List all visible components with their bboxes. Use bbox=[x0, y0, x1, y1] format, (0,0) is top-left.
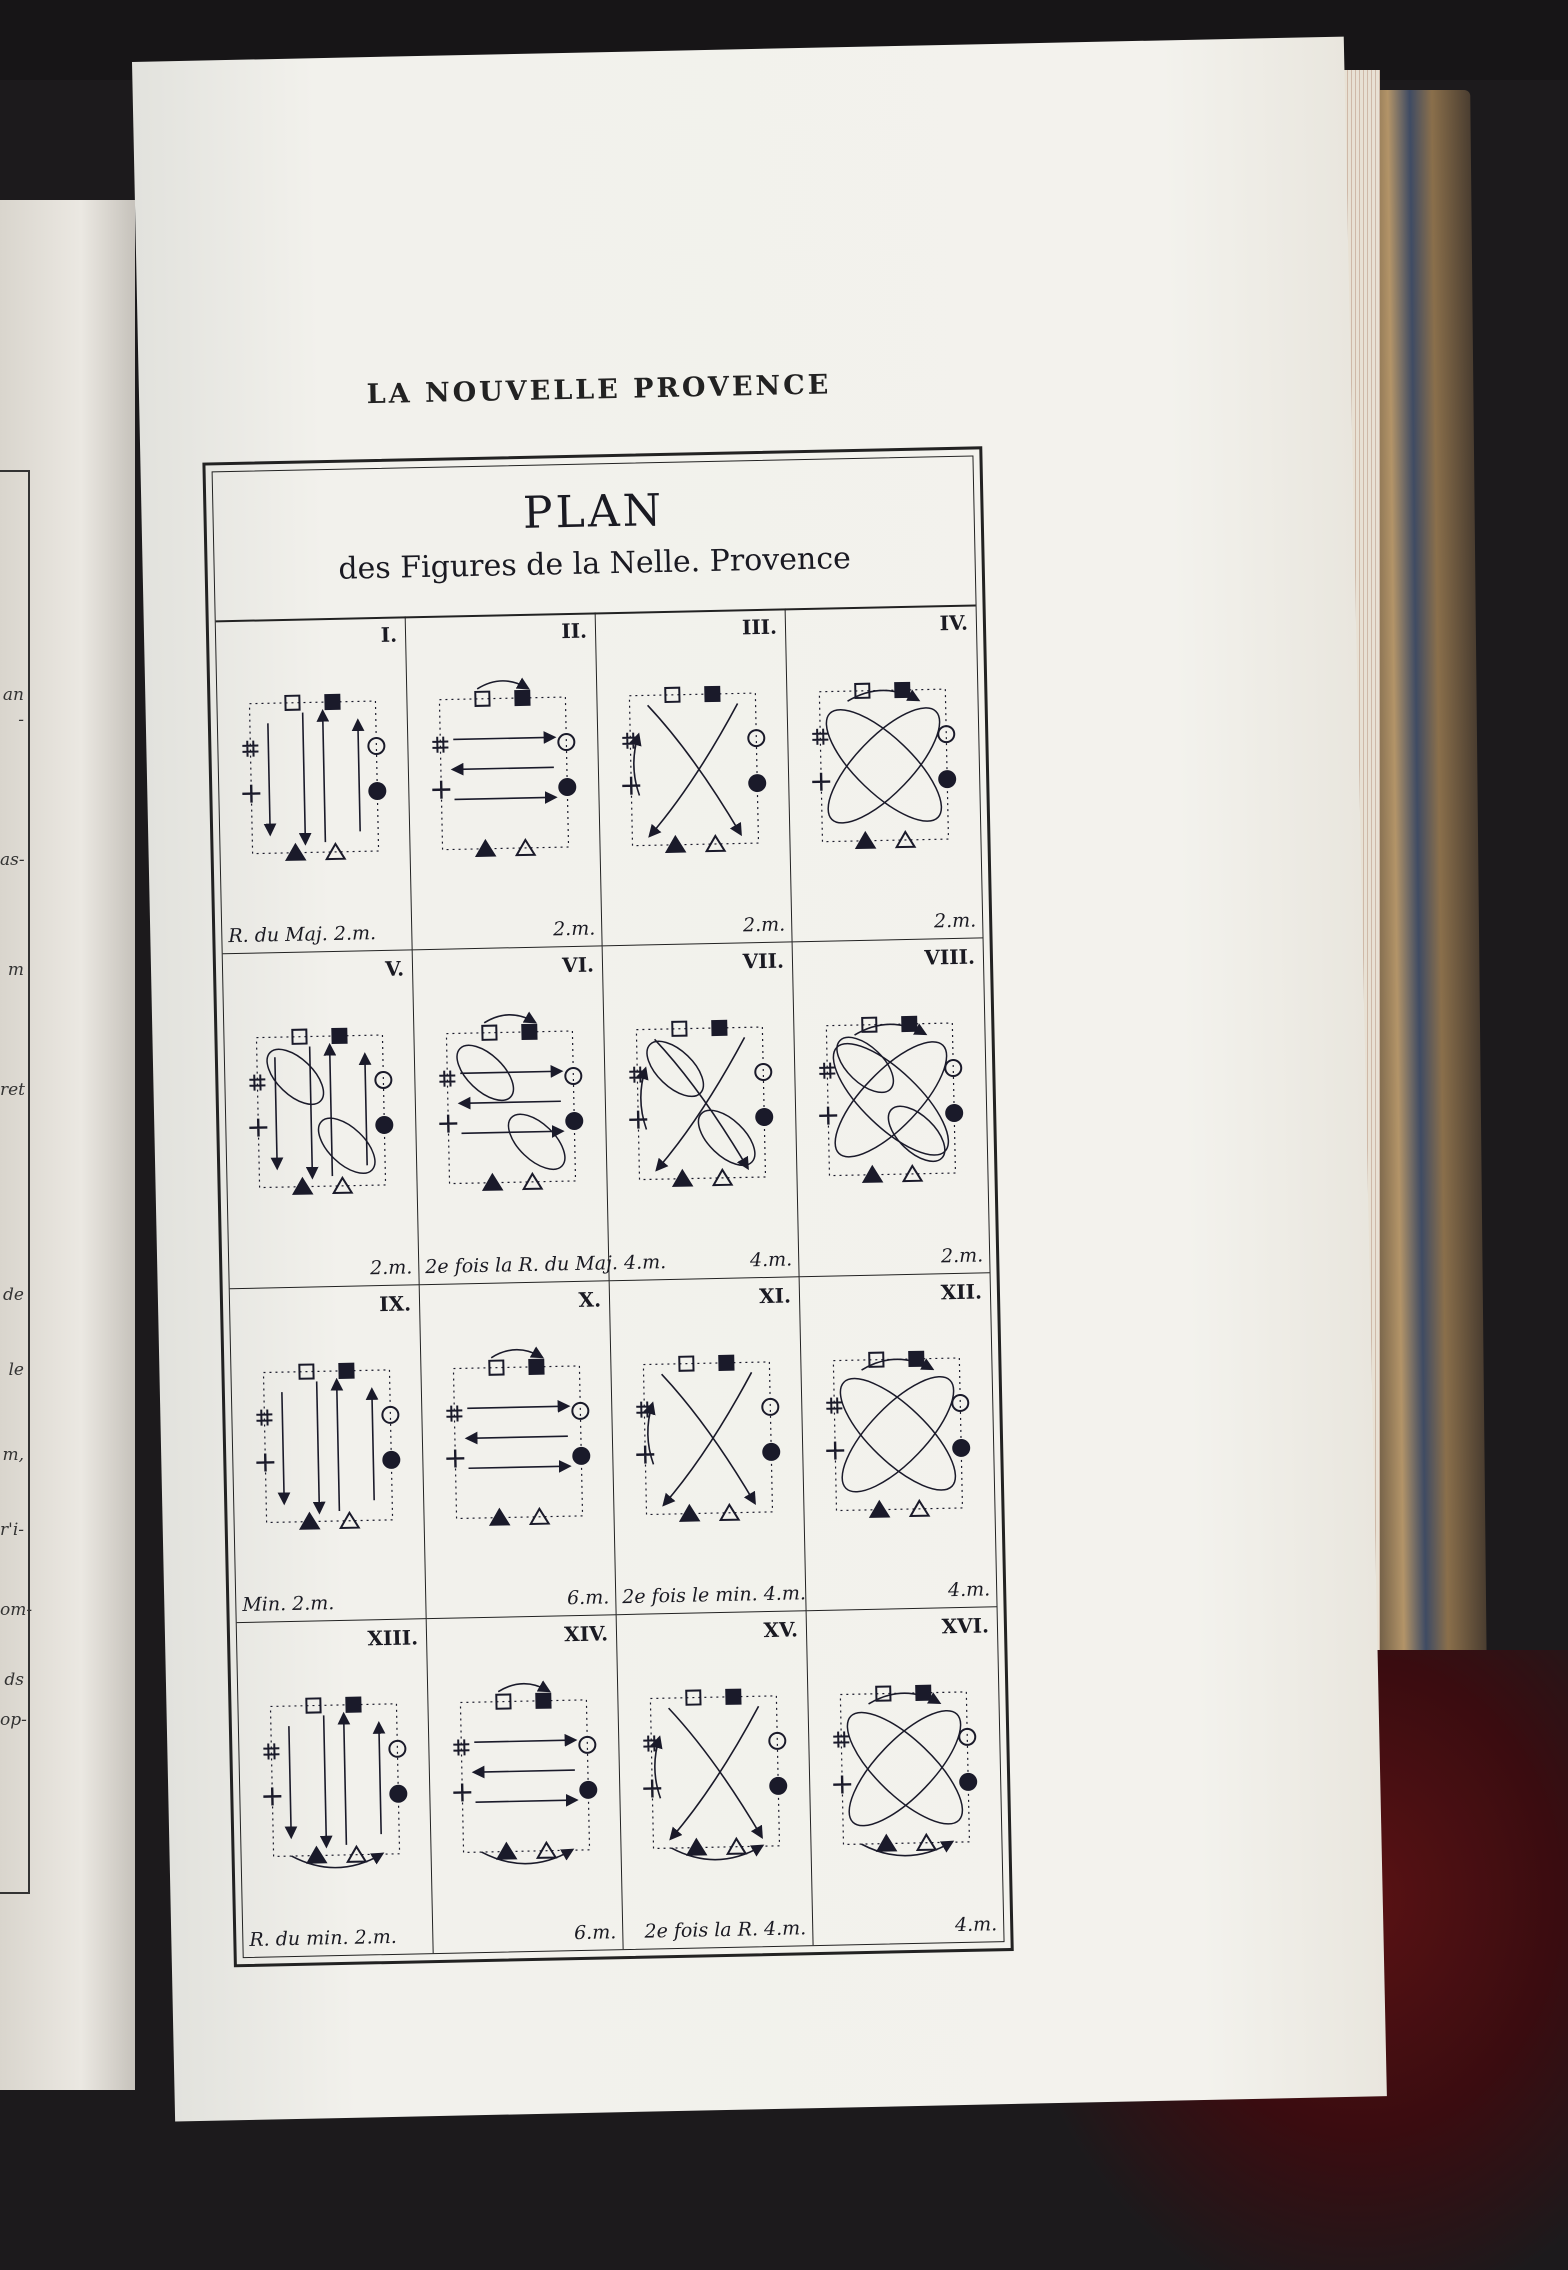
dance-figure-diagram bbox=[613, 977, 788, 1221]
figure-numeral: VIII. bbox=[924, 944, 976, 970]
figure-caption: 4.m. bbox=[749, 1247, 793, 1271]
figure-caption: 2.m. bbox=[940, 1243, 984, 1267]
left-page-fragment: ds bbox=[4, 1670, 24, 1690]
figure-caption: 2.m. bbox=[552, 917, 596, 941]
figure-caption: 2e fois le min. 4.m. bbox=[622, 1581, 807, 1608]
figure-cell bbox=[596, 608, 793, 946]
figure-cell bbox=[420, 1281, 617, 1619]
figure-cell bbox=[413, 947, 667, 1285]
figure-caption: Min. 2.m. bbox=[242, 1591, 335, 1616]
dance-figure-diagram bbox=[423, 981, 598, 1225]
left-page-fragment: ret bbox=[0, 1080, 26, 1100]
figure-cell bbox=[216, 616, 413, 954]
left-page-fragment: - bbox=[18, 710, 24, 730]
dance-figure-diagram bbox=[620, 1311, 795, 1555]
figure-numeral: XIV. bbox=[563, 1621, 609, 1647]
left-page-fragment: r'i- bbox=[0, 1520, 24, 1540]
dance-figure-diagram bbox=[803, 973, 978, 1217]
figure-numeral: XI. bbox=[758, 1282, 792, 1308]
engraved-plate bbox=[202, 446, 1013, 1967]
figure-caption: 6.m. bbox=[573, 1921, 617, 1945]
left-page-fragment: m, bbox=[2, 1445, 24, 1465]
dance-figure-diagram bbox=[437, 1649, 612, 1893]
figure-numeral: I. bbox=[380, 622, 398, 647]
figure-cell bbox=[617, 1611, 814, 1949]
figure-numeral: XVI. bbox=[941, 1613, 990, 1639]
left-page-fragment: as- bbox=[0, 850, 25, 870]
figure-cell bbox=[406, 612, 603, 950]
figure-caption: 2e fois la R. du Maj. 4.m. bbox=[425, 1250, 667, 1278]
figure-cell bbox=[237, 1619, 434, 1957]
figure-cell bbox=[807, 1607, 1004, 1945]
figure-caption: 4.m. bbox=[947, 1578, 991, 1601]
figure-numeral: IX. bbox=[378, 1290, 412, 1316]
figure-numeral: XIII. bbox=[367, 1625, 419, 1651]
figure-numeral: II. bbox=[561, 618, 588, 644]
dance-figure-diagram bbox=[233, 985, 408, 1229]
left-page-fragment: de bbox=[3, 1285, 24, 1305]
figure-caption: 6.m. bbox=[566, 1586, 610, 1609]
plate-inner-frame bbox=[212, 455, 1005, 1958]
figure-cell bbox=[610, 1277, 807, 1615]
figure-numeral: XV. bbox=[763, 1617, 799, 1642]
figure-caption: R. du Maj. 2.m. bbox=[228, 922, 377, 948]
figure-caption: 2.m. bbox=[369, 1255, 413, 1279]
plate-subtitle: des Figures de la Nelle. Provence bbox=[338, 541, 852, 587]
figure-numeral: IV. bbox=[939, 610, 969, 636]
running-head: LA NOUVELLE PROVENCE bbox=[366, 369, 832, 411]
dance-figure-diagram bbox=[430, 1315, 605, 1559]
left-page-fragment: le bbox=[8, 1360, 24, 1380]
figure-cell bbox=[800, 1273, 997, 1611]
figure-caption: 2.m. bbox=[933, 909, 977, 933]
dance-figure-diagram bbox=[240, 1319, 415, 1563]
dance-figure-diagram bbox=[247, 1653, 422, 1897]
figure-cell bbox=[230, 1285, 427, 1623]
plate-title-box bbox=[213, 456, 976, 622]
figures-grid bbox=[216, 604, 1004, 1957]
dance-figure-diagram bbox=[817, 1641, 992, 1885]
right-page bbox=[132, 37, 1387, 2122]
figure-caption: R. du min. 2.m. bbox=[249, 1925, 397, 1951]
figure-numeral: X. bbox=[578, 1286, 602, 1312]
figure-numeral: III. bbox=[741, 614, 778, 640]
dance-figure-diagram bbox=[416, 647, 591, 891]
figure-caption: 2.m. bbox=[742, 913, 786, 937]
figure-cell bbox=[793, 939, 990, 1277]
figure-numeral: VI. bbox=[561, 952, 595, 978]
figure-cell bbox=[427, 1615, 624, 1953]
figure-cell bbox=[786, 604, 983, 942]
figure-numeral: VII. bbox=[742, 948, 785, 974]
figure-caption: 2e fois la R. 4.m. bbox=[644, 1917, 807, 1943]
figure-cell bbox=[603, 943, 800, 1281]
figure-cell bbox=[223, 951, 420, 1289]
figure-caption: 4.m. bbox=[954, 1913, 998, 1937]
figure-numeral: V. bbox=[384, 956, 405, 982]
dance-figure-diagram bbox=[606, 643, 781, 887]
left-page-fragment: op- bbox=[0, 1710, 27, 1730]
left-page-fragment: an bbox=[2, 685, 24, 705]
left-page-fragment: m bbox=[7, 960, 24, 980]
left-page-fragment: om- bbox=[0, 1600, 33, 1620]
dance-figure-diagram bbox=[226, 651, 401, 895]
dance-figure-diagram bbox=[810, 1307, 985, 1551]
figure-numeral: XII. bbox=[940, 1278, 983, 1304]
dance-figure-diagram bbox=[796, 639, 971, 883]
plate-title: PLAN bbox=[522, 484, 665, 539]
dance-figure-diagram bbox=[627, 1645, 802, 1889]
left-page bbox=[0, 200, 135, 2090]
